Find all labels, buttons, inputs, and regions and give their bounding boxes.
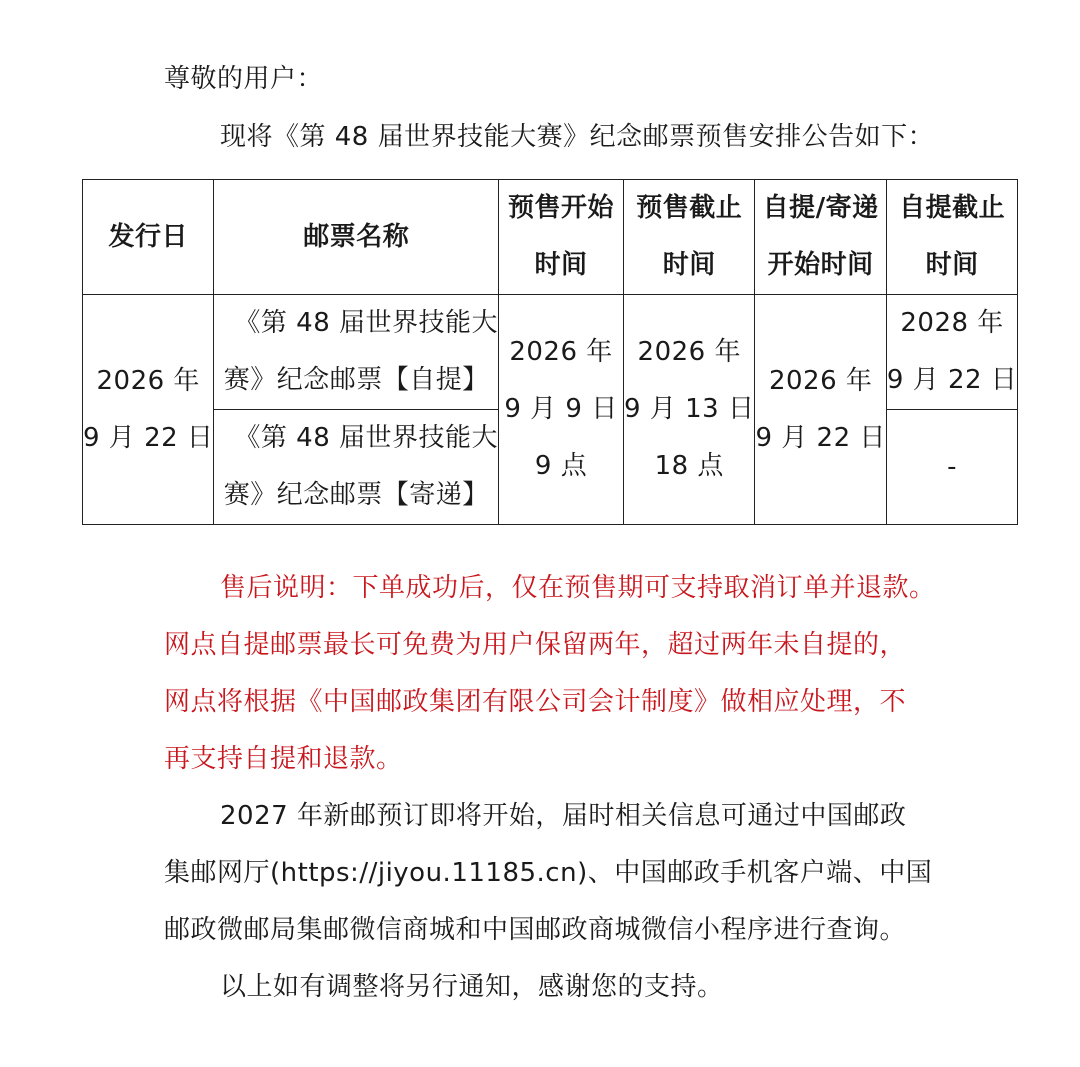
- cell-presale-start: 2026 年 9 月 9 日 9 点: [499, 295, 624, 525]
- header-presale-start: 预售开始 时间: [499, 180, 624, 295]
- closing-text: 以上如有调整将另行通知，感谢您的支持。: [220, 972, 724, 1002]
- cell-issue-date: 2026 年 9 月 22 日: [83, 295, 214, 525]
- header-pickup-end: 自提截止 时间: [886, 180, 1017, 295]
- header-presale-end: 预售截止 时间: [624, 180, 755, 295]
- table-row: [83, 295, 1018, 410]
- intro-text: 现将《第 48 届世界技能大赛》纪念邮票预售安排公告如下：: [220, 122, 935, 152]
- cell-stamp-name-delivery: 《第 48 届世界技能大 赛》纪念邮票【寄递】: [214, 410, 499, 525]
- after-sales-notice-line: 网点将根据《中国邮政集团有限公司会计制度》做相应处理，不: [164, 687, 907, 717]
- subscription-info-line: 集邮网厅(https://jiyou.11185.cn)、中国邮政手机客户端、中国: [164, 858, 933, 888]
- after-sales-notice-line: 售后说明：下单成功后，仅在预售期可支持取消订单并退款。: [220, 573, 936, 603]
- header-pickup-start: 自提/寄递 开始时间: [755, 180, 886, 295]
- presale-schedule-table: [82, 179, 1018, 525]
- greeting: 尊敬的用户：: [164, 64, 324, 94]
- cell-pickup-start: 2026 年 9 月 22 日: [755, 295, 886, 525]
- table-header-row: [83, 180, 1018, 295]
- cell-presale-end: 2026 年 9 月 13 日 18 点: [624, 295, 755, 525]
- subscription-info-line: 邮政微邮局集邮微信商城和中国邮政商城微信小程序进行查询。: [164, 915, 907, 945]
- cell-pickup-end-delivery: -: [886, 410, 1017, 525]
- header-stamp-name: 邮票名称: [214, 180, 499, 295]
- header-issue-date: 发行日: [83, 180, 214, 295]
- after-sales-notice-line: 再支持自提和退款。: [164, 744, 403, 774]
- subscription-info-line: 2027 年新邮预订即将开始，届时相关信息可通过中国邮政: [220, 801, 907, 831]
- after-sales-notice-line: 网点自提邮票最长可免费为用户保留两年，超过两年未自提的，: [164, 630, 907, 660]
- cell-stamp-name-pickup: 《第 48 届世界技能大 赛》纪念邮票【自提】: [214, 295, 499, 410]
- cell-pickup-end-pickup: 2028 年 9 月 22 日: [886, 295, 1017, 410]
